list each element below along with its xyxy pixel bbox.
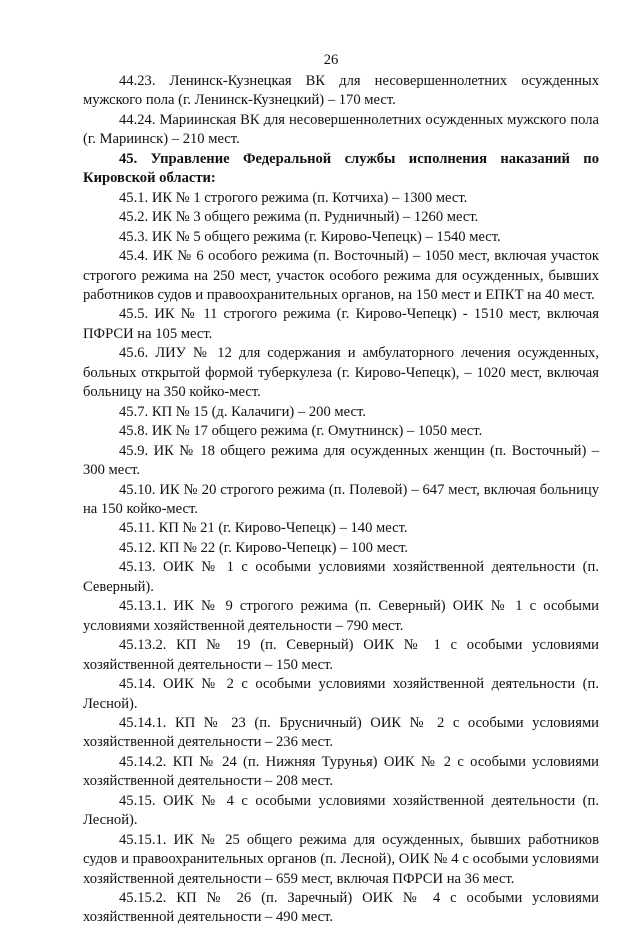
- list-item: 45.8. ИК № 17 общего режима (г. Омутнинск) – 1050 мест.: [119, 423, 483, 440]
- list-item: 44.24. Мариинская ВК для несовершеннолетних осужденных мужского пола (г. Мариинск) – 210 мест.: [83, 111, 599, 148]
- list-item: 45.14.2. КП № 24 (п. Нижняя Турунья) ОИК № 2 с особыми условиями хозяйственной деятельности – 208 мест.: [83, 753, 599, 790]
- list-item: 45.13.1. ИК № 9 строгого режима (п. Северный) ОИК № 1 с особыми условиями хозяйственной деятельности – 790 мест.: [83, 598, 599, 634]
- list-item: 45.15. ОИК № 4 с особыми условиями хозяйственной деятельности (п. Лесной).: [83, 792, 599, 829]
- list-item: 45.2. ИК № 3 общего режима (п. Рудничный) – 1260 мест.: [119, 209, 479, 226]
- list-item: 45.15.2. КП № 26 (п. Заречный) ОИК № 4 с особыми условиями хозяйственной деятельности – 490 мест.: [83, 890, 599, 926]
- list-item: 45.5. ИК № 11 строгого режима (г. Кирово-Чепецк) - 1510 мест, включая ПФРСИ на 105 мест.: [83, 306, 599, 342]
- list-item: 45.3. ИК № 5 общего режима (г. Кирово-Чепецк) – 1540 мест.: [119, 228, 501, 245]
- list-item: 45.1. ИК № 1 строгого режима (п. Котчиха) – 1300 мест.: [119, 189, 468, 206]
- list-item: 45.15.1. ИК № 25 общего режима для осужденных, бывших работников судов и правоохранительных органов (п. Лесной), ОИК № 4 с особыми условиями хозяйственной деятельности – 659 мест, включая ПФРСИ на 36 мест.: [83, 831, 599, 887]
- list-item: 45.9. ИК № 18 общего режима для осужденных женщин (п. Восточный) – 300 мест.: [83, 442, 599, 479]
- list-item: 45.4. ИК № 6 особого режима (п. Восточный) – 1050 мест, включая участок строгого режима на 250 мест, участок особого режима для осужденных, бывших работников судов и правоохранительных органов, на 150 мест и ЕПКТ на 40 мест.: [83, 248, 599, 303]
- list-item: 45.13. ОИК № 1 с особыми условиями хозяйственной деятельности (п. Северный).: [83, 559, 599, 595]
- list-item: 45.14.1. КП № 23 (п. Брусничный) ОИК № 2 с особыми условиями хозяйственной деятельности – 236 мест.: [83, 714, 599, 751]
- list-item: 45.7. КП № 15 (д. Калачиги) – 200 мест.: [119, 403, 366, 420]
- page-number: 26: [323, 52, 339, 68]
- document-body: [83, 72, 599, 928]
- list-item: 45.10. ИК № 20 строгого режима (п. Полевой) – 647 мест, включая больницу на 150 койко-мест.: [83, 481, 599, 517]
- list-item: 45.14. ОИК № 2 с особыми условиями хозяйственной деятельности (п. Лесной).: [83, 676, 599, 712]
- list-item: 44.23. Ленинск-Кузнецкая ВК для несовершеннолетних осужденных мужского пола (г. Ленинск-Кузнецкий) – 170 мест.: [83, 73, 599, 109]
- list-item: 45.12. КП № 22 (г. Кирово-Чепецк) – 100 мест.: [119, 539, 409, 556]
- section-heading: 45. Управление Федеральной службы исполнения наказаний по Кировской области:: [83, 150, 599, 187]
- list-item: 45.13.2. КП № 19 (п. Северный) ОИК № 1 с особыми условиями хозяйственной деятельности – 150 мест.: [83, 637, 599, 673]
- list-item: 45.11. КП № 21 (г. Кирово-Чепецк) – 140 мест.: [119, 520, 408, 537]
- list-item: 45.6. ЛИУ № 12 для содержания и амбулаторного лечения осужденных, больных открытой формой туберкулеза (г. Кирово-Чепецк), – 1020 мест, включая больницу на 350 койко-мест.: [83, 345, 599, 401]
